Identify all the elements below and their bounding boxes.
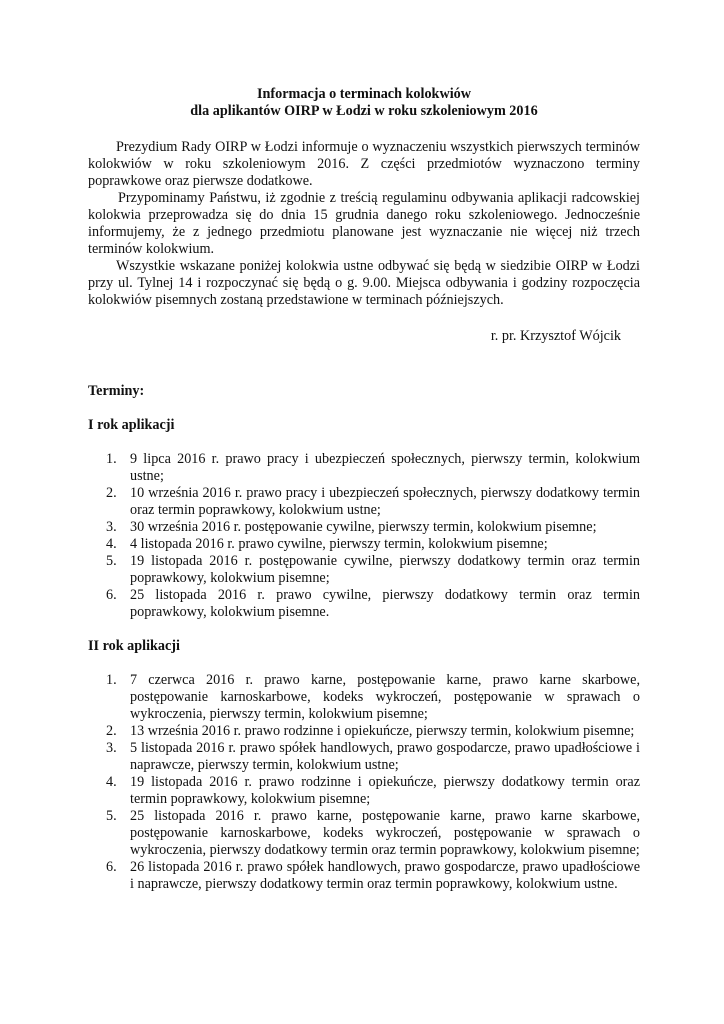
list-item-number: 1. [106, 672, 117, 688]
title-block [88, 86, 640, 120]
terms-heading: Terminy: [88, 383, 145, 399]
year1-list [88, 451, 640, 621]
list-item-text: 26 listopada 2016 r. prawo spółek handlowych, prawo gospodarcze, prawo upadłościowe i naprawcze, pierwszy dodatkowy termin oraz termin poprawkowy, kolokwium ustne. [130, 859, 640, 892]
document-page [88, 86, 640, 893]
list-item [88, 536, 640, 553]
list-item-text: 7 czerwca 2016 r. prawo karne, postępowanie karne, prawo karne skarbowe, postępowanie karnoskarbowe, kodeks wykroczeń, postępowanie w sprawach o wykroczenia, pierwszy termin, kolokwium pisemne; [130, 672, 640, 722]
list-item [88, 587, 640, 621]
list-item-number: 6. [106, 587, 117, 603]
list-item [88, 740, 640, 774]
list-item-number: 5. [106, 808, 117, 824]
list-item-number: 1. [106, 451, 117, 467]
list-item-text: 25 listopada 2016 r. prawo karne, postępowanie karne, prawo karne skarbowe, postępowanie karnoskarbowe, kodeks wykroczeń, postępowanie w sprawach o wykroczenia, pierwszy dodatkowy termin oraz termin poprawkowy, kolokwium pisemne; [130, 808, 640, 858]
list-item [88, 774, 640, 808]
year1-heading: I rok aplikacji [88, 417, 175, 433]
title-line-2: dla aplikantów OIRP w Łodzi w roku szkoleniowym 2016 [190, 103, 538, 119]
list-item-text: 9 lipca 2016 r. prawo pracy i ubezpieczeń społecznych, pierwszy termin, kolokwium ustne; [130, 451, 640, 484]
list-item-number: 3. [106, 519, 117, 535]
title-line-1: Informacja o terminach kolokwiów [257, 86, 471, 102]
list-item-text: 10 września 2016 r. prawo pracy i ubezpieczeń społecznych, pierwszy dodatkowy termin oraz termin poprawkowy, kolokwium ustne; [130, 485, 640, 518]
list-item [88, 553, 640, 587]
list-item [88, 451, 640, 485]
list-item-text: 19 listopada 2016 r. prawo rodzinne i opiekuńcze, pierwszy dodatkowy termin oraz termin poprawkowy, kolokwium pisemne; [130, 774, 640, 807]
list-item-text: 4 listopada 2016 r. prawo cywilne, pierwszy termin, kolokwium pisemne; [130, 536, 548, 552]
list-item-number: 3. [106, 740, 117, 756]
year2-heading: II rok aplikacji [88, 638, 180, 654]
list-item-text: 30 września 2016 r. postępowanie cywilne, pierwszy termin, kolokwium pisemne; [130, 519, 597, 535]
list-item-number: 6. [106, 859, 117, 875]
list-item-number: 2. [106, 485, 117, 501]
paragraph-intro: Prezydium Rady OIRP w Łodzi informuje o wyznaczeniu wszystkich pierwszych terminów kolokwiów w roku szkoleniowym 2016. Z części przedmiotów wyznaczono terminy poprawkowe oraz pierwsze dodatkowe. [88, 139, 640, 189]
signature: r. pr. Krzysztof Wójcik [490, 328, 621, 344]
year2-list [88, 672, 640, 893]
list-item [88, 808, 640, 859]
list-item-text: 5 listopada 2016 r. prawo spółek handlowych, prawo gospodarcze, prawo upadłościowe i naprawcze, pierwszy termin, kolokwium ustne; [130, 740, 640, 773]
list-item [88, 519, 640, 536]
list-item-text: 19 listopada 2016 r. postępowanie cywilne, pierwszy dodatkowy termin oraz termin poprawkowy, kolokwium pisemne; [130, 553, 640, 586]
list-item [88, 859, 640, 893]
list-item-number: 4. [106, 536, 117, 552]
list-item-number: 2. [106, 723, 117, 739]
list-item-number: 4. [106, 774, 117, 790]
list-item-text: 13 września 2016 r. prawo rodzinne i opiekuńcze, pierwszy termin, kolokwium pisemne; [130, 723, 635, 739]
list-item [88, 672, 640, 723]
list-item [88, 723, 640, 740]
list-item-text: 25 listopada 2016 r. prawo cywilne, pierwszy dodatkowy termin oraz termin poprawkowy, kolokwium pisemne. [130, 587, 640, 620]
list-item-number: 5. [106, 553, 117, 569]
paragraph-location: Wszystkie wskazane poniżej kolokwia ustne odbywać się będą w siedzibie OIRP w Łodzi przy ul. Tylnej 14 i rozpoczynać się będą o g. 9.00. Miejsca odbywania i godziny rozpoczęcia kolokwiów pisemnych zostaną przedstawione w terminach późniejszych. [88, 258, 640, 308]
list-item [88, 485, 640, 519]
paragraph-reminder: Przypominamy Państwu, iż zgodnie z treścią regulaminu odbywania aplikacji radcowskiej kolokwia przeprowadza się do dnia 15 grudnia danego roku szkoleniowego. Jednocześnie informujemy, że z jednego przedmiotu planowane jest wyznaczanie nie więcej niż trzech terminów kolokwium. [88, 190, 640, 257]
